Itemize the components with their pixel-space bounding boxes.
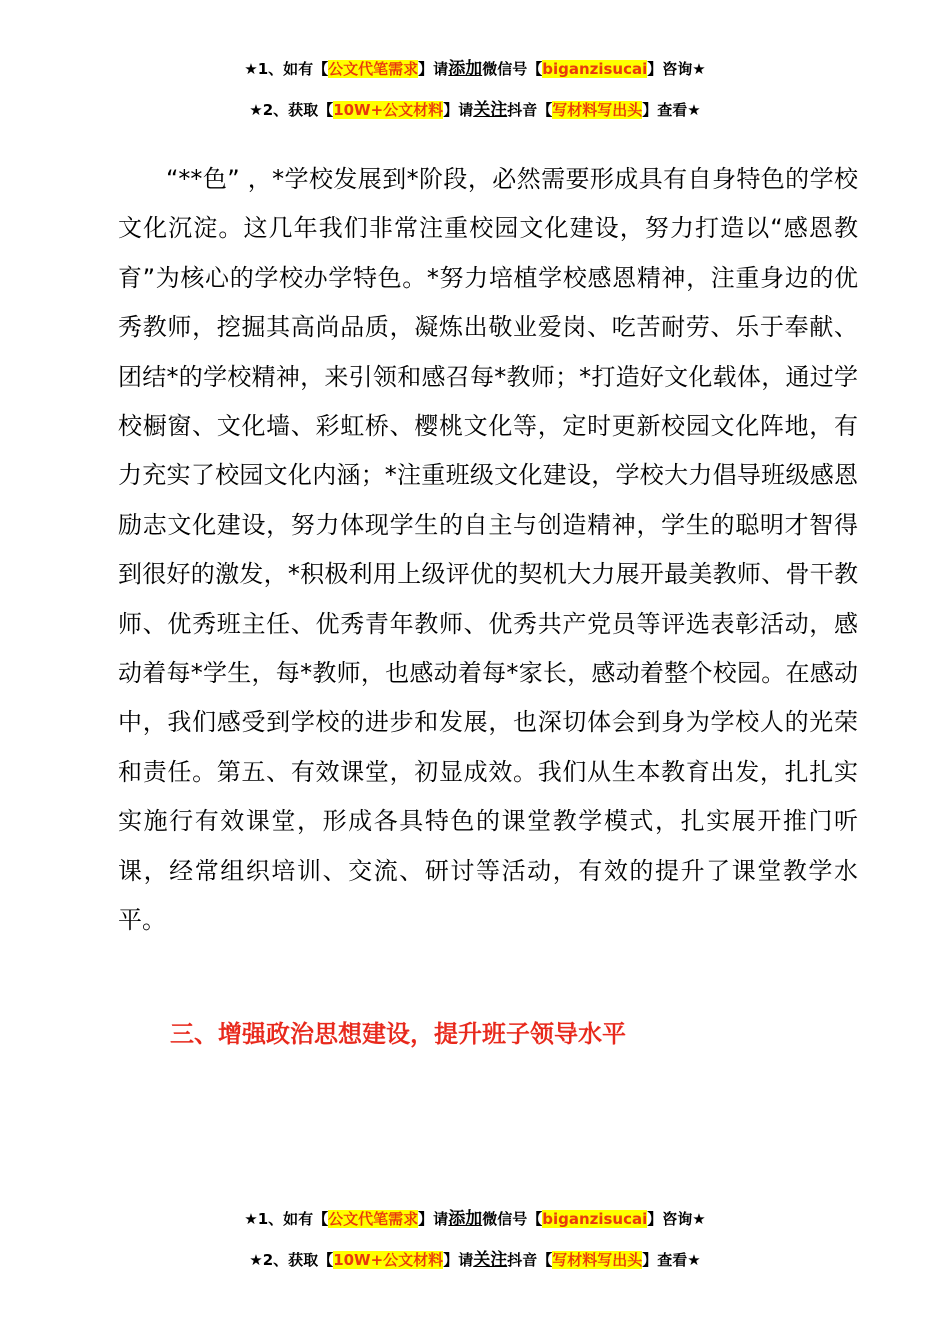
banner-highlight: biganzisucai <box>542 1210 648 1228</box>
footer-banner-line-2 <box>0 1249 950 1271</box>
banner-text: 】查看★ <box>642 101 701 119</box>
banner-highlight: biganzisucai <box>542 60 648 78</box>
banner-text: 】咨询★ <box>647 1210 706 1228</box>
footer-banner-line-1 <box>0 1208 950 1230</box>
banner-highlight: 写材料写出头 <box>552 101 643 119</box>
body-paragraph: “**色” ，*学校发展到*阶段，必然需要形成具有自身特色的学校文化沉淀。这几年我们非常注重校园文化建设，努力打造以“感恩教育”为核心的学校办学特色。*努力培植学校感恩精神，注重身边的优秀教师，挖掘其高尚品质，凝炼出敬业爱岗、吃苦耐劳、乐于奉献、团结*的学校精神，来引领和感召每*教师；*打造好文化载体，通过学校橱窗、文化墙、彩虹桥、樱桃文化等，定时更新校园文化阵地，有力充实了校园文化内涵；*注重班级文化建设，学校大力倡导班级感恩励志文化建设，努力体现学生的自主与创造精神，学生的聪明才智得到很好的激发，*积极利用上级评优的契机大力展开最美教师、骨干教师、优秀班主任、优秀青年教师、优秀共产党员等评选表彰活动，感动着每*学生，每*教师，也感动着每*家长，感动着整个校园。在感动中，我们感受到学校的进步和发展，也深切体会到身为学校人的光荣和责任。第五、有效课堂，初显成效。我们从生本教育出发，扎扎实实施行有效课堂，形成各具特色的课堂教学模式，扎实展开推门听课，经常组织培训、交流、研讨等活动，有效的提升了课堂教学水平。 <box>118 165 858 935</box>
header-banner-line-2 <box>0 99 950 121</box>
banner-text: 】咨询★ <box>647 60 706 78</box>
banner-text: 】请 <box>443 1251 474 1269</box>
section-heading: 三、增强政治思想建设，提升班子领导水平 <box>170 1020 626 1048</box>
banner-underlined: 添加 <box>448 59 483 79</box>
banner-text: 微信号【 <box>482 60 543 78</box>
banner-underlined: 关注 <box>473 1250 508 1270</box>
banner-text: 抖音【 <box>507 101 553 119</box>
banner-text: 】请 <box>443 101 474 119</box>
banner-text: ★2、获取【 <box>249 1251 334 1269</box>
banner-text: ★1、如有【 <box>244 1210 329 1228</box>
banner-underlined: 关注 <box>473 100 508 120</box>
banner-text: ★1、如有【 <box>244 60 329 78</box>
banner-text: 】请 <box>418 60 449 78</box>
banner-underlined: 添加 <box>448 1209 483 1229</box>
banner-text: 】请 <box>418 1210 449 1228</box>
banner-highlight: 公文代笔需求 <box>328 60 419 78</box>
banner-text: 】查看★ <box>642 1251 701 1269</box>
banner-highlight: 10W+公文材料 <box>333 101 444 119</box>
banner-text: 微信号【 <box>482 1210 543 1228</box>
banner-text: 抖音【 <box>507 1251 553 1269</box>
header-banner-line-1 <box>0 58 950 80</box>
banner-highlight: 写材料写出头 <box>552 1251 643 1269</box>
banner-highlight: 10W+公文材料 <box>333 1251 444 1269</box>
banner-highlight: 公文代笔需求 <box>328 1210 419 1228</box>
banner-text: ★2、获取【 <box>249 101 334 119</box>
